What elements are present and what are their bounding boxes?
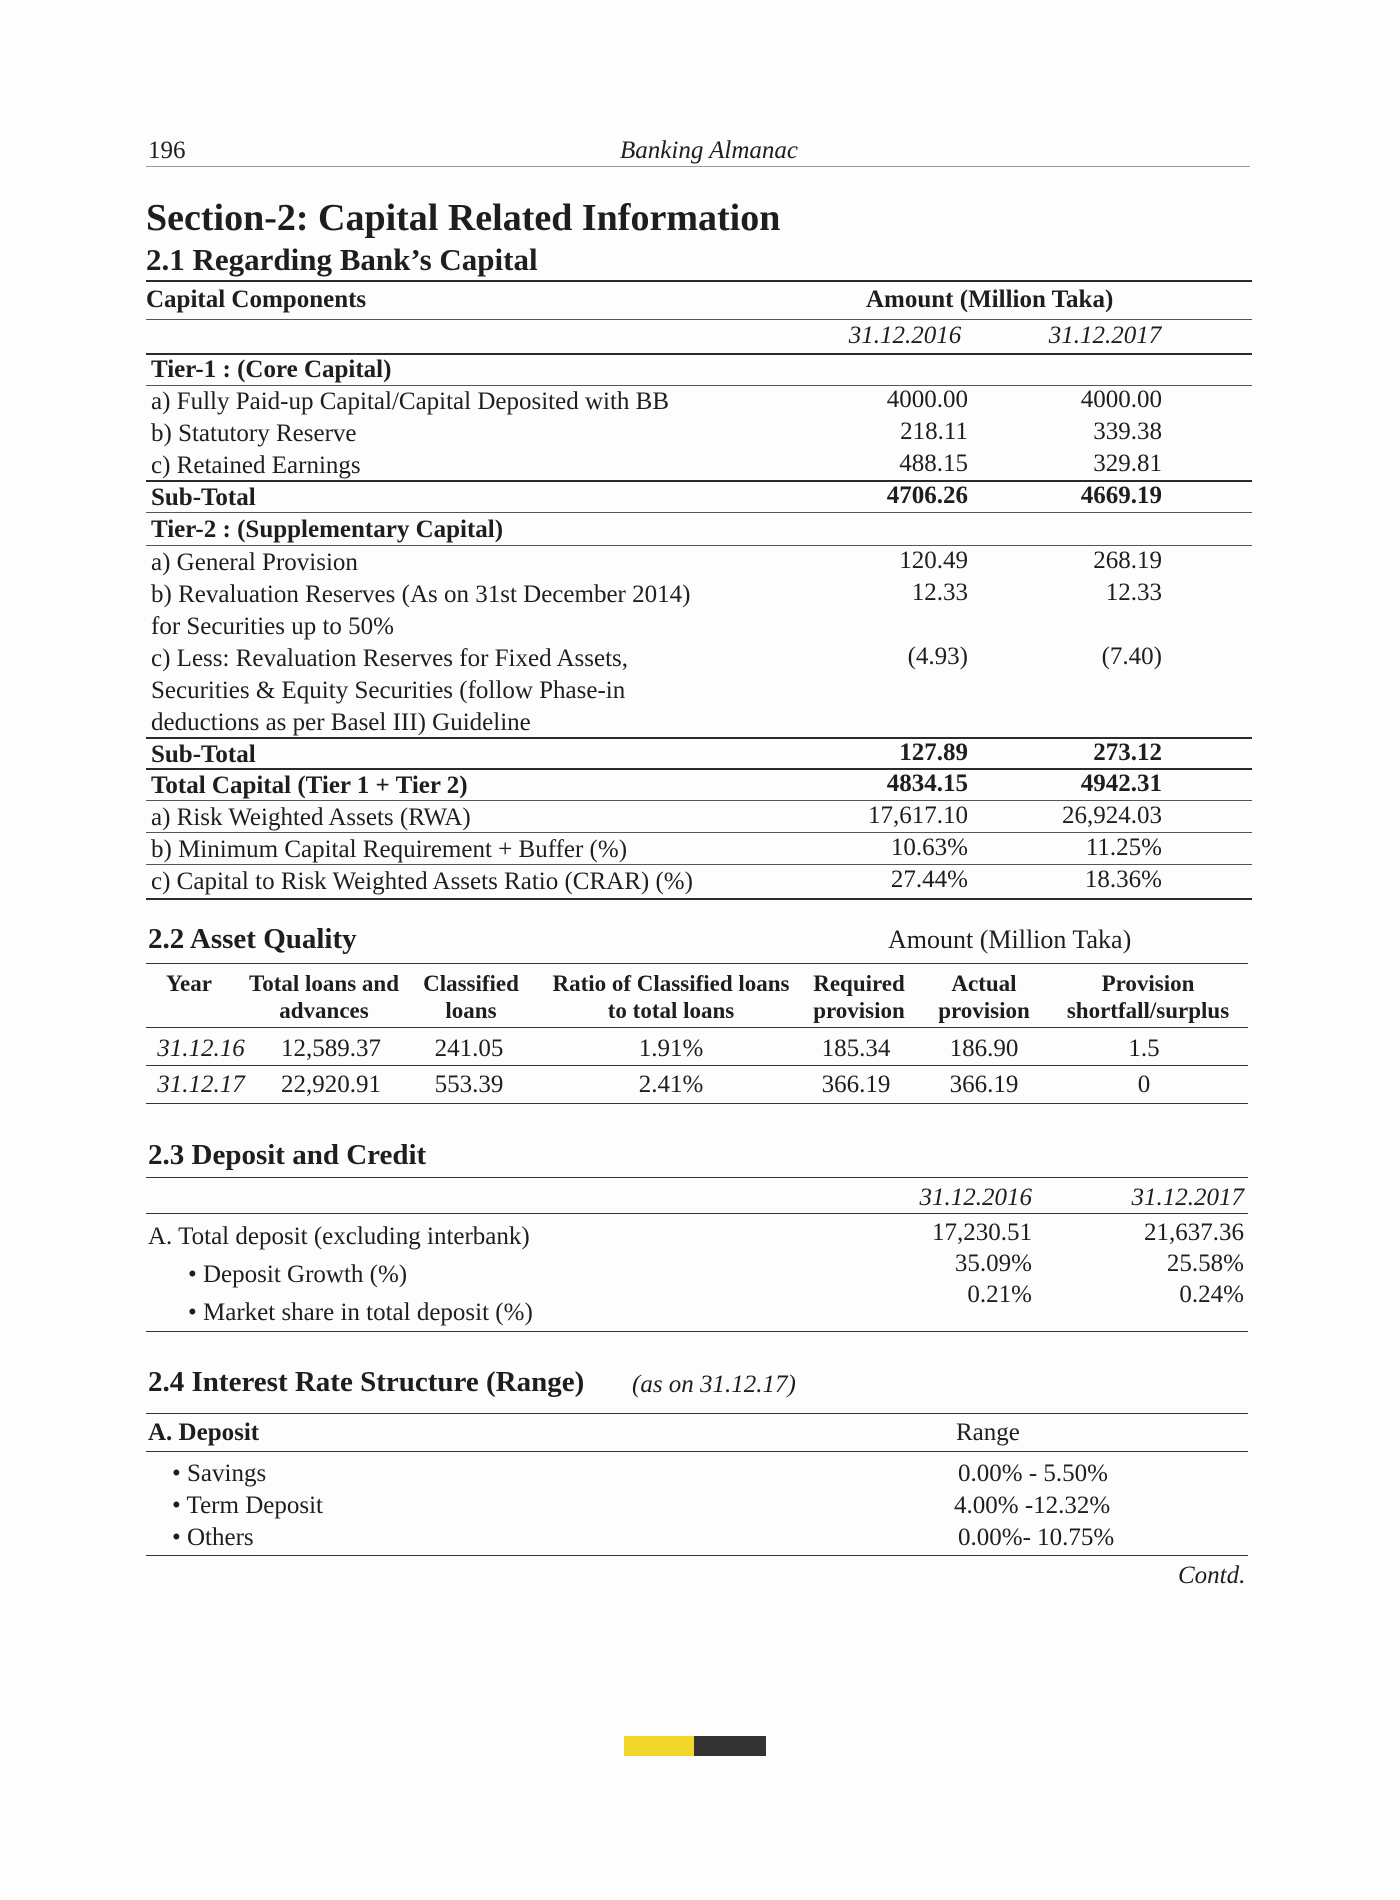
col-amount: Amount (Million Taka) [866,286,1114,313]
value-2017: 4669.19 [1080,482,1162,509]
deposit-growth-label: • Deposit Growth (%) [188,1261,408,1288]
value-2017: 12.33 [1105,579,1162,606]
deposit-credit-heading: 2.3 Deposit and Credit [148,1139,427,1171]
contd-note: Contd. [1178,1562,1246,1589]
value-2017: 4942.31 [1080,770,1162,797]
deposit-label: A. Deposit [148,1419,260,1446]
interest-as-on: (as on 31.12.17) [632,1371,796,1398]
table-rule [146,1103,1248,1104]
row-label: c) Less: Revaluation Reserves for Fixed Assets, [151,645,628,672]
row-label: a) Fully Paid-up Capital/Capital Deposited with BB [151,388,670,415]
row-label-cont: Securities & Equity Securities (follow Phase-in [151,677,626,704]
table-rule [146,1413,1248,1414]
market-share-2017: 0.24% [1179,1281,1244,1308]
date-2017: 31.12.2017 [1131,1184,1244,1211]
cell-actual: 186.90 [949,1035,1019,1062]
col-required: Required provision [813,971,905,1023]
cell-year: 31.12.17 [157,1071,245,1098]
value-2016: (4.93) [907,643,968,670]
table-rule [146,1065,1248,1066]
col-ratio: Ratio of Classified loans to total loans [552,971,790,1023]
row-label: b) Minimum Capital Requirement + Buffer (%) [151,836,628,863]
row-label: b) Statutory Reserve [151,420,357,447]
cell-shortfall: 0 [1137,1071,1151,1098]
cell-actual: 366.19 [949,1071,1019,1098]
total-deposit-2016: 17,230.51 [932,1219,1032,1246]
col-classified: Classified loans [423,971,519,1023]
table-rule [146,800,1252,801]
running-title: Banking Almanac [620,137,798,164]
row-label: b) Revaluation Reserves (As on 31st December 2014) [151,581,691,608]
table-rule [146,319,1252,320]
value-2017: 26,924.03 [1062,802,1162,829]
table-rule [146,545,1252,546]
deposit-growth-2016: 35.09% [954,1250,1032,1277]
footer-accent-dark [694,1736,766,1756]
cell-total-loans: 12,589.37 [281,1035,381,1062]
value-2016: 127.89 [899,739,968,766]
tier2-title: Tier-2 : (Supplementary Capital) [151,516,504,543]
cell-ratio: 2.41% [638,1071,704,1098]
table-rule [146,280,1252,282]
table-rule [146,864,1252,865]
table-rule [146,737,1252,739]
date-2016: 31.12.2016 [848,322,962,349]
table-rule [146,1177,1248,1178]
others-label: • Others [172,1524,254,1551]
value-2016: 120.49 [899,547,968,574]
cell-year: 31.12.16 [157,1035,245,1062]
row-label: Sub-Total [151,741,256,768]
table-rule [146,1555,1248,1556]
table-rule [146,1213,1248,1214]
row-label: c) Retained Earnings [151,452,361,479]
value-2016: 17,617.10 [868,802,968,829]
col-actual: Actual provision [938,971,1030,1023]
table-rule [146,353,1252,355]
table-rule [146,832,1252,833]
value-2016: 10.63% [890,834,968,861]
value-2017: 18.36% [1084,866,1162,893]
term-deposit-label: • Term Deposit [172,1492,323,1519]
value-2016: 488.15 [899,450,968,477]
col-total-loans: Total loans and advances [249,971,399,1023]
value-2016: 27.44% [890,866,968,893]
value-2016: 4834.15 [886,770,968,797]
date-2017: 31.12.2017 [1048,322,1162,349]
deposit-growth-2017: 25.58% [1166,1250,1244,1277]
value-2017: 11.25% [1085,834,1162,861]
total-deposit-2017: 21,637.36 [1144,1219,1244,1246]
value-2016: 4706.26 [886,482,968,509]
market-share-label: • Market share in total deposit (%) [188,1299,533,1326]
value-2017: 268.19 [1093,547,1162,574]
total-deposit-label: A. Total deposit (excluding interbank) [148,1223,530,1250]
value-2016: 218.11 [900,418,968,445]
value-2016: 4000.00 [886,386,968,413]
row-label: c) Capital to Risk Weighted Assets Ratio (CRAR) (%) [151,868,693,895]
col-year: Year [166,971,212,996]
row-label: Total Capital (Tier 1 + Tier 2) [151,772,468,799]
value-2017: 329.81 [1093,450,1162,477]
row-label-cont: for Securities up to 50% [151,613,395,640]
cell-classified: 553.39 [434,1071,504,1098]
header-rule [146,166,1250,167]
value-2017: 339.38 [1093,418,1162,445]
range-label: Range [956,1419,1020,1446]
cell-total-loans: 22,920.91 [281,1071,381,1098]
table-rule [146,1451,1248,1452]
cell-shortfall: 1.5 [1128,1035,1160,1062]
row-label: a) Risk Weighted Assets (RWA) [151,804,471,831]
col-components: Capital Components [146,286,367,313]
table-rule [146,1027,1248,1028]
savings-range: 0.00% - 5.50% [958,1460,1108,1487]
value-2016: 12.33 [911,579,968,606]
row-label: a) General Provision [151,549,358,576]
date-2016: 31.12.2016 [919,1184,1032,1211]
cell-required: 185.34 [821,1035,891,1062]
table-rule [146,898,1252,900]
interest-heading: 2.4 Interest Rate Structure (Range) [148,1366,585,1398]
asset-quality-unit: Amount (Million Taka) [888,925,1132,954]
others-range: 0.00%- 10.75% [958,1524,1115,1551]
row-label-cont: deductions as per Basel III) Guideline [151,709,531,736]
col-shortfall: Provision shortfall/surplus [1066,971,1230,1023]
term-deposit-range: 4.00% -12.32% [954,1492,1111,1519]
tier1-title: Tier-1 : (Core Capital) [151,356,392,383]
cell-ratio: 1.91% [638,1035,704,1062]
table-rule [146,512,1252,513]
page-number: 196 [148,137,186,164]
value-2017: 273.12 [1093,739,1162,766]
cell-required: 366.19 [821,1071,891,1098]
value-2017: (7.40) [1101,643,1162,670]
table-rule [146,1331,1248,1332]
capital-heading: 2.1 Regarding Bank’s Capital [146,242,538,277]
section-title: Section-2: Capital Related Information [146,197,781,239]
asset-quality-heading: 2.2 Asset Quality [148,923,357,955]
cell-classified: 241.05 [434,1035,504,1062]
row-label: Sub-Total [151,484,256,511]
footer-accent-yellow [624,1736,694,1756]
market-share-2016: 0.21% [967,1281,1032,1308]
value-2017: 4000.00 [1080,386,1162,413]
savings-label: • Savings [172,1460,267,1487]
table-rule [146,963,1248,964]
